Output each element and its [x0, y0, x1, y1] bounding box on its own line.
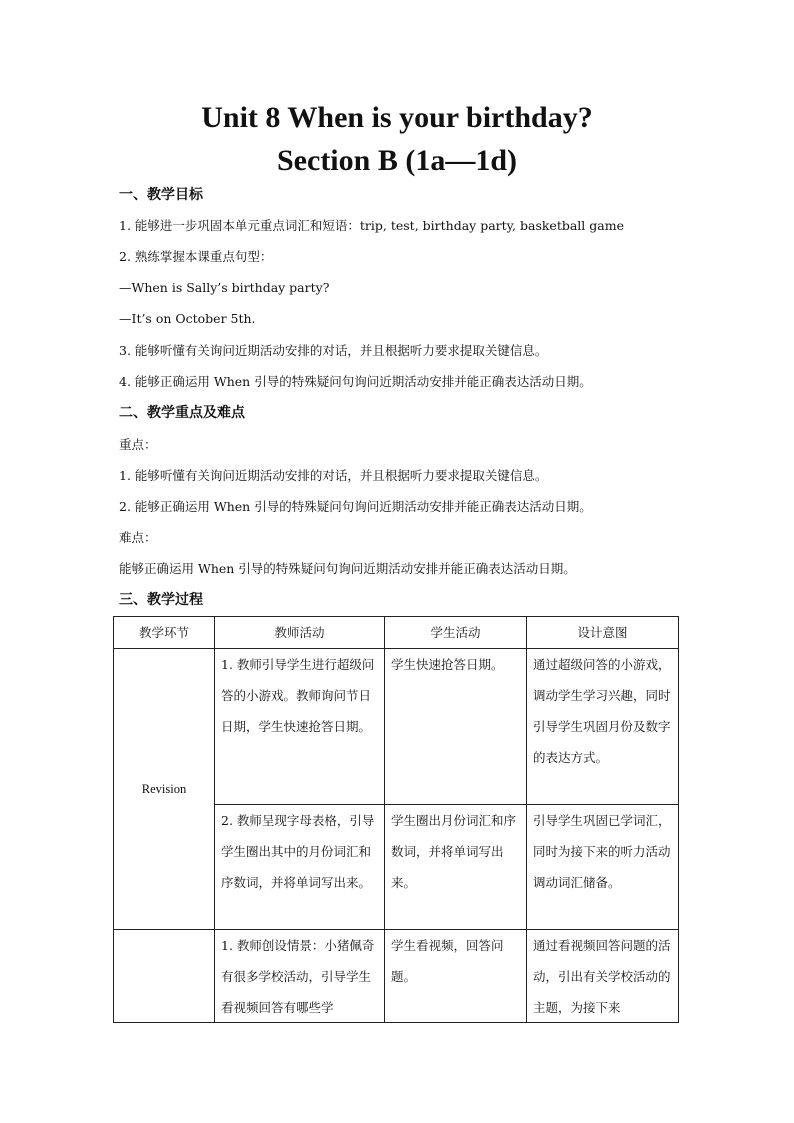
document-title: Unit 8 When is your birthday? — [201, 101, 593, 134]
design-purpose-cell — [527, 930, 679, 1023]
design-purpose-cell: 通过超级问答的小游戏，调动学生学习兴趣，同时引导学生巩固月份及数字的表达方式。 — [527, 649, 679, 805]
design-purpose-cell: 引导学生巩固已学词汇，同时为接下来的听力活动调动词汇储备。 — [527, 805, 679, 930]
section-heading-objectives: 一、教学目标 — [119, 187, 203, 203]
difficult-label: 难点： — [119, 530, 157, 545]
stage-cell: Revision — [114, 649, 215, 930]
objective-item: 1. 能够进一步巩固本单元重点词汇和短语：trip, test, birthday party, basketball game — [119, 218, 624, 233]
key-item: 2. 能够正确运用 When 引导的特殊疑问句询问近期活动安排并能正确表达活动日期。 — [119, 499, 592, 514]
cell-text: 1. 教师创设情景：小猪佩奇有很多学校活动，引导学生看视频回答有哪些学 — [221, 938, 375, 1015]
table-header-row — [114, 617, 679, 649]
objective-item: 4. 能够正确运用 When 引导的特殊疑问句询问近期活动安排并能正确表达活动日期。 — [119, 374, 592, 389]
cell-text: 通过看视频回答问题的活动，引出有关学校活动的主题，为接下来 — [533, 938, 671, 1015]
column-header: 教学环节 — [114, 617, 215, 649]
column-header: 学生活动 — [385, 617, 527, 649]
objective-item: 2. 熟练掌握本课重点句型： — [119, 249, 273, 264]
stage-cell-empty — [114, 930, 215, 1023]
key-item: 1. 能够听懂有关询问近期活动安排的对话，并且根据听力要求提取关键信息。 — [119, 468, 548, 483]
table-row — [114, 930, 679, 1023]
key-label: 重点： — [119, 437, 157, 452]
objective-item: —When is Sally’s birthday party? — [119, 280, 330, 295]
student-activity-cell: 学生圈出月份词汇和序数词，并将单词写出来。 — [385, 805, 527, 930]
column-header: 教师活动 — [215, 617, 385, 649]
column-header: 设计意图 — [527, 617, 679, 649]
teacher-activity-cell — [215, 930, 385, 1023]
difficult-text: 能够正确运用 When 引导的特殊疑问句询问近期活动安排并能正确表达活动日期。 — [119, 561, 576, 576]
student-activity-cell — [385, 930, 527, 1023]
document-subtitle: Section B (1a—1d) — [277, 144, 517, 177]
section-heading-key-points: 二、教学重点及难点 — [119, 405, 245, 421]
teaching-process-table — [113, 616, 679, 1023]
objective-item: 3. 能够听懂有关询问近期活动安排的对话，并且根据听力要求提取关键信息。 — [119, 343, 548, 358]
teacher-activity-cell: 2. 教师呈现字母表格，引导学生圈出其中的月份词汇和序数词，并将单词写出来。 — [215, 805, 385, 930]
student-activity-cell: 学生快速抢答日期。 — [385, 649, 527, 805]
cell-text: 学生看视频，回答问题。 — [391, 938, 504, 984]
section-heading-process: 三、教学过程 — [119, 592, 203, 608]
table-row — [114, 649, 679, 805]
objective-item: —It’s on October 5th. — [119, 311, 256, 326]
teacher-activity-cell: 1. 教师引导学生进行超级问答的小游戏。教师询问节日日期，学生快速抢答日期。 — [215, 649, 385, 805]
